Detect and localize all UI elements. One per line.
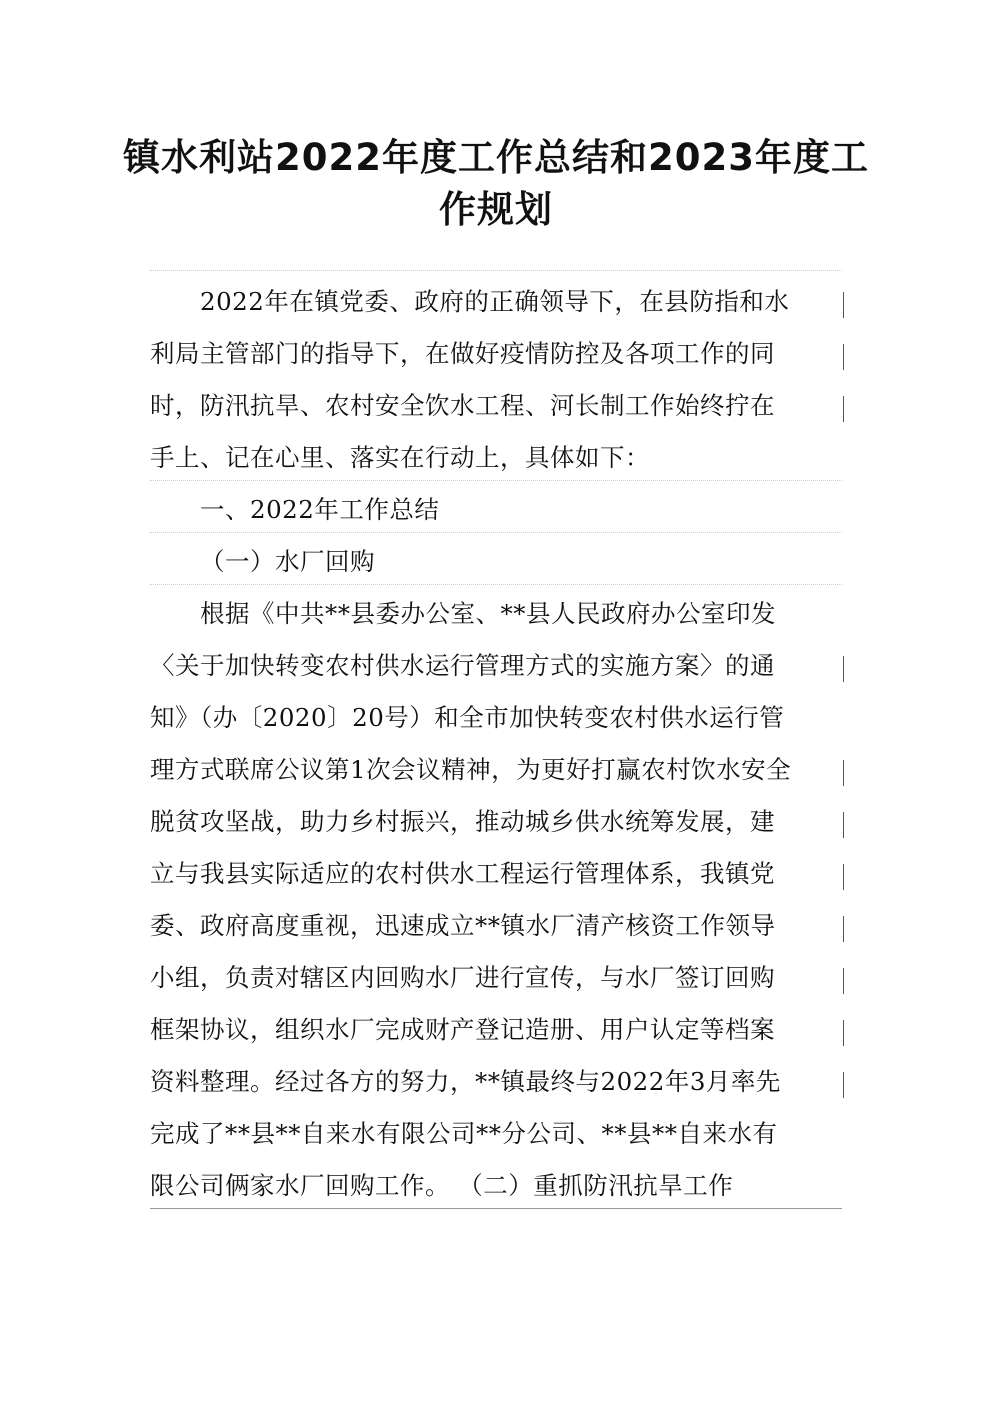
title-line-1: 镇水利站2022年度工作总结和2023年度工 (123, 136, 869, 179)
body-line-2: 〈关于加快转变农村供水运行管理方式的实施方案〉的通 (150, 652, 842, 680)
body-line-6: 立与我县实际适应的农村供水工程运行管理体系，我镇党 (150, 860, 842, 888)
body-line-4: 理方式联席公议第1次会议精神，为更好打赢农村饮水安全 (150, 756, 842, 784)
rule-top (150, 270, 842, 271)
body-line-10: 资料整理。经过各方的努力，**镇最终与2022年3月率先 (150, 1068, 842, 1096)
rule-after-section (150, 532, 842, 533)
body-line-11: 完成了**县**自来水有限公司**分公司、**县**自来水有 (150, 1119, 778, 1148)
body-line-7: 委、政府高度重视，迅速成立**镇水厂清产核资工作领导 (150, 912, 842, 940)
intro-line-2: 利局主管部门的指导下，在做好疫情防控及各项工作的同 (150, 340, 842, 368)
body-line-8: 小组，负责对辖区内回购水厂进行宣传，与水厂签订回购 (150, 964, 842, 992)
section-heading: 一、2022年工作总结 (200, 495, 440, 524)
body-line-9: 框架协议，组织水厂完成财产登记造册、用户认定等档案 (150, 1016, 842, 1044)
body-line-1: 根据《中共**县委办公室、**县人民政府办公室印发 (200, 599, 776, 628)
body-line-3: 知》（办〔2020〕20号）和全市加快转变农村供水运行管 (150, 703, 785, 732)
body-line-5: 脱贫攻坚战，助力乡村振兴，推动城乡供水统筹发展，建 (150, 808, 842, 836)
intro-line-1: 2022年在镇党委、政府的正确领导下，在县防指和水 (200, 288, 842, 316)
intro-line-4: 手上、记在心里、落实在行动上，具体如下： (150, 443, 650, 472)
rule-after-intro (150, 480, 842, 481)
title-line-2: 作规划 (439, 188, 553, 231)
intro-line-3: 时，防汛抗旱、农村安全饮水工程、河长制工作始终拧在 (150, 392, 842, 420)
rule-bottom (150, 1208, 842, 1209)
body-line-12: 限公司俩家水厂回购工作。 （二）重抓防汛抗旱工作 (150, 1171, 734, 1200)
document-title (120, 132, 872, 236)
subsection-heading: （一）水厂回购 (200, 547, 375, 576)
rule-after-subsection (150, 584, 842, 585)
